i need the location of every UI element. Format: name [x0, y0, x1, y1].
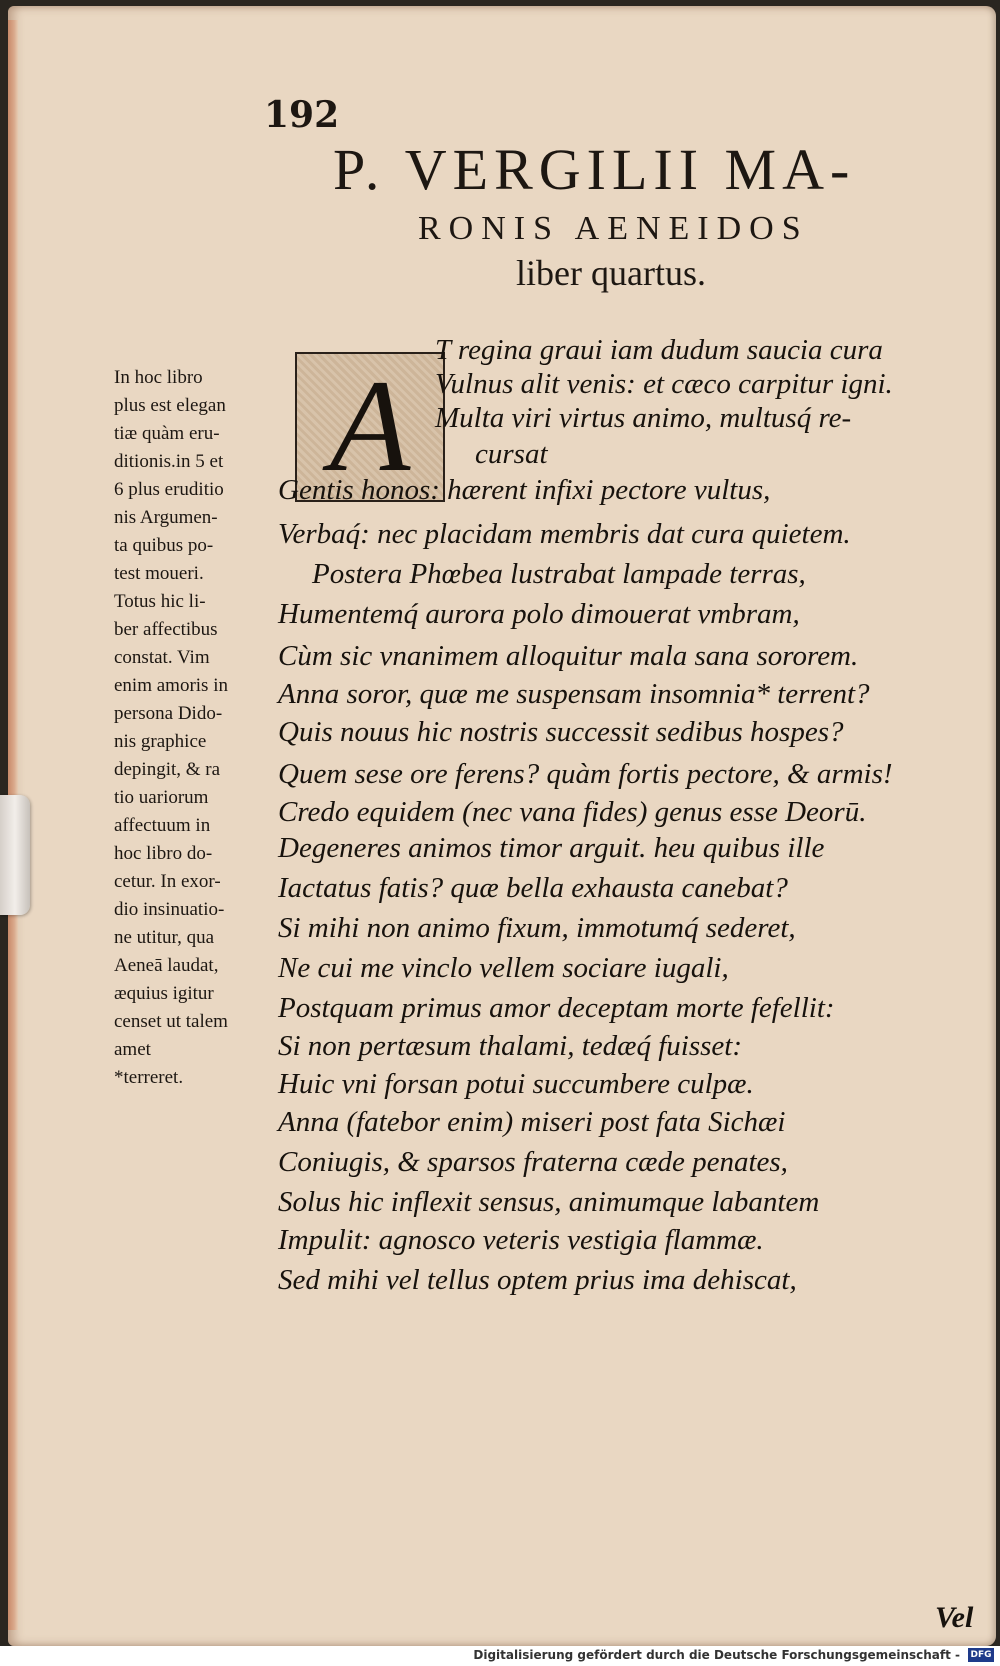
margin-note-line: In hoc libro	[114, 367, 203, 388]
verse-line: Degeneres animos timor arguit. heu quibus ille	[278, 832, 825, 864]
margin-note-line: dio insinuatio-	[114, 899, 225, 920]
margin-note-line: 6 plus eruditio	[114, 479, 224, 500]
margin-note	[114, 364, 284, 1092]
page-number: 192	[264, 94, 340, 136]
margin-note-line: Totus hic li-	[114, 591, 206, 612]
verse-line: Anna (fatebor enim) miseri post fata Sichæi	[278, 1106, 786, 1138]
margin-note-line: ta quibus po-	[114, 535, 214, 556]
verse-line: Multa viri virtus animo, multusq́ re-	[435, 402, 852, 434]
margin-note-line: Aeneā laudat,	[114, 955, 219, 976]
title-line-2: RONIS AENEIDOS	[418, 210, 809, 247]
margin-note-line: tio uariorum	[114, 787, 209, 808]
verse-line: Credo equidem (nec vana fides) genus esse Deorū.	[278, 796, 867, 828]
verse-line: Cùm sic vnanimem alloquitur mala sana sororem.	[278, 640, 859, 672]
verse-line: T regina graui iam dudum saucia cura	[435, 334, 883, 366]
verse-line: Postquam primus amor deceptam morte fefellit:	[278, 992, 835, 1024]
margin-note-line: test moueri.	[114, 563, 204, 584]
verse-line: Ne cui me vinclo vellem sociare iugali,	[278, 952, 729, 984]
margin-note-line: cetur. In exor-	[114, 871, 221, 892]
title-line-1: P. VERGILII MA-	[333, 137, 856, 202]
verse-line: Iactatus fatis? quæ bella exhausta canebat?	[278, 872, 788, 904]
margin-note-line: persona Dido-	[114, 703, 223, 724]
page-clip	[0, 795, 30, 915]
margin-note-line: ber affectibus	[114, 619, 218, 640]
verse-line: Humentemq́ aurora polo dimouerat vmbram,	[278, 598, 800, 630]
margin-note-line: æquius igitur	[114, 983, 214, 1004]
initial-letter: A	[329, 352, 411, 499]
verse-line: Solus hic inflexit sensus, animumque labantem	[278, 1186, 820, 1218]
dfg-logo-icon: DFG	[968, 1648, 994, 1662]
margin-note-line: censet ut talem	[114, 1011, 228, 1032]
verse-line: Verbaq́: nec placidam membris dat cura quietem.	[278, 518, 851, 550]
verse-line: Si non pertæsum thalami, tedæq́ fuisset:	[278, 1030, 742, 1062]
margin-note-line: ne utitur, qua	[114, 927, 215, 948]
verse-line: Quem sese ore ferens? quàm fortis pectore, & armis!	[278, 758, 893, 790]
margin-note-line: enim amoris in	[114, 675, 228, 696]
verse-line: Gentis honos: hærent infixi pectore vultus,	[278, 474, 771, 506]
verse-line: cursat	[475, 438, 548, 470]
footer-credit: Digitalisierung gefördert durch die Deutsche Forschungsgemeinschaft -	[473, 1648, 960, 1662]
margin-note-line: ditionis.in 5 et	[114, 451, 224, 472]
footer-bar	[0, 1646, 1000, 1666]
verse-line: Vulnus alit venis: et cæco carpitur igni.	[435, 368, 893, 400]
verse-line: Anna soror, quæ me suspensam insomnia* terrent?	[278, 678, 870, 710]
verse-line: Si mihi non animo fixum, immotumq́ sederet,	[278, 912, 796, 944]
catchword: Vel	[935, 1601, 974, 1634]
verse-line: Postera Phœbea lustrabat lampade terras,	[312, 558, 806, 590]
margin-note-line: nis Argumen-	[114, 507, 218, 528]
margin-note-line: tiæ quàm eru-	[114, 423, 220, 444]
margin-note-line: *terreret.	[114, 1067, 184, 1088]
margin-note-line: affectuum in	[114, 815, 211, 836]
margin-note-line: hoc libro do-	[114, 843, 213, 864]
margin-note-line: nis graphice	[114, 731, 207, 752]
verse-line: Quis nouus hic nostris successit sedibus hospes?	[278, 716, 844, 748]
title-line-3: liber quartus.	[516, 253, 706, 293]
margin-note-line: depingit, & ra	[114, 759, 221, 780]
verse-line: Coniugis, & sparsos fraterna cæde penates,	[278, 1146, 788, 1178]
margin-note-line: constat. Vim	[114, 647, 210, 668]
book-page	[8, 6, 996, 1646]
verse-line: Huic vni forsan potui succumbere culpæ.	[278, 1068, 754, 1100]
verse-line: Impulit: agnosco veteris vestigia flammæ.	[278, 1224, 764, 1256]
margin-note-line: plus est elegan	[114, 395, 226, 416]
verse-line: Sed mihi vel tellus optem prius ima dehiscat,	[278, 1264, 797, 1296]
margin-note-line: amet	[114, 1039, 151, 1060]
